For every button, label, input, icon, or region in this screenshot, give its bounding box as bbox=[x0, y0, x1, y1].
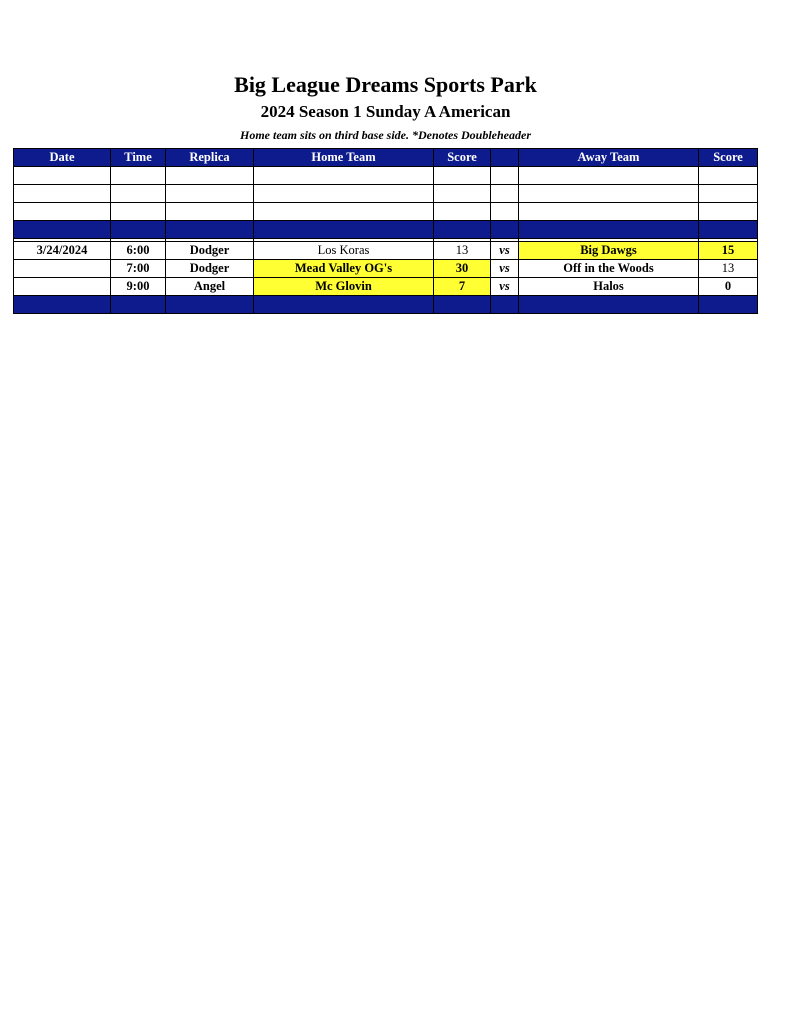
schedule-note: Home team sits on third base side. *Denotes Doubleheader bbox=[240, 128, 531, 142]
game-row bbox=[14, 260, 758, 278]
col-header-vs bbox=[491, 149, 519, 167]
empty-row bbox=[14, 203, 758, 221]
header-row bbox=[14, 149, 758, 167]
col-header-date: Date bbox=[14, 149, 111, 167]
col-header-home-team: Home Team bbox=[254, 149, 434, 167]
home-score: 13 bbox=[434, 242, 491, 260]
empty-cell bbox=[699, 167, 758, 185]
col-header-replica: Replica bbox=[166, 149, 254, 167]
empty-cell bbox=[519, 167, 699, 185]
game-time: 9:00 bbox=[111, 278, 166, 296]
game-replica: Dodger bbox=[166, 242, 254, 260]
band-cell bbox=[699, 221, 758, 239]
vs-label: vs bbox=[491, 278, 519, 296]
footer-band bbox=[14, 296, 758, 314]
empty-cell bbox=[491, 185, 519, 203]
empty-cell bbox=[434, 185, 491, 203]
home-team: Mc Glovin bbox=[254, 278, 434, 296]
band-cell bbox=[434, 221, 491, 239]
band-cell bbox=[254, 296, 434, 314]
away-score: 13 bbox=[699, 260, 758, 278]
divider-band bbox=[14, 221, 758, 239]
band-cell bbox=[166, 221, 254, 239]
col-header-away-team: Away Team bbox=[519, 149, 699, 167]
home-team: Los Koras bbox=[254, 242, 434, 260]
away-score: 15 bbox=[699, 242, 758, 260]
empty-cell bbox=[699, 185, 758, 203]
empty-cell bbox=[434, 203, 491, 221]
empty-row bbox=[14, 185, 758, 203]
game-row bbox=[14, 242, 758, 260]
away-team: Off in the Woods bbox=[519, 260, 699, 278]
vs-label: vs bbox=[491, 260, 519, 278]
col-header-home-score: Score bbox=[434, 149, 491, 167]
home-score: 30 bbox=[434, 260, 491, 278]
empty-cell bbox=[434, 167, 491, 185]
game-date: 3/24/2024 bbox=[14, 242, 111, 260]
empty-cell bbox=[14, 185, 111, 203]
empty-cell bbox=[166, 167, 254, 185]
empty-cell bbox=[111, 203, 166, 221]
empty-cell bbox=[491, 203, 519, 221]
band-cell bbox=[111, 296, 166, 314]
col-header-away-score: Score bbox=[699, 149, 758, 167]
band-cell bbox=[491, 221, 519, 239]
game-row bbox=[14, 278, 758, 296]
col-header-time: Time bbox=[111, 149, 166, 167]
band-cell bbox=[491, 296, 519, 314]
empty-cell bbox=[14, 203, 111, 221]
vs-label: vs bbox=[491, 242, 519, 260]
band-cell bbox=[434, 296, 491, 314]
game-time: 6:00 bbox=[111, 242, 166, 260]
empty-cell bbox=[254, 167, 434, 185]
away-team: Big Dawgs bbox=[519, 242, 699, 260]
band-cell bbox=[111, 221, 166, 239]
home-team: Mead Valley OG's bbox=[254, 260, 434, 278]
band-cell bbox=[166, 296, 254, 314]
empty-cell bbox=[111, 167, 166, 185]
empty-cell bbox=[254, 185, 434, 203]
empty-cell bbox=[519, 203, 699, 221]
game-date bbox=[14, 278, 111, 296]
band-cell bbox=[14, 221, 111, 239]
band-cell bbox=[519, 221, 699, 239]
empty-cell bbox=[111, 185, 166, 203]
empty-row bbox=[14, 167, 758, 185]
away-team: Halos bbox=[519, 278, 699, 296]
band-cell bbox=[699, 296, 758, 314]
away-score: 0 bbox=[699, 278, 758, 296]
empty-cell bbox=[166, 185, 254, 203]
empty-cell bbox=[491, 167, 519, 185]
game-replica: Angel bbox=[166, 278, 254, 296]
page-title: Big League Dreams Sports Park bbox=[234, 72, 537, 97]
empty-cell bbox=[14, 167, 111, 185]
band-cell bbox=[254, 221, 434, 239]
empty-cell bbox=[166, 203, 254, 221]
empty-cell bbox=[519, 185, 699, 203]
game-time: 7:00 bbox=[111, 260, 166, 278]
band-cell bbox=[14, 296, 111, 314]
schedule-table bbox=[13, 148, 758, 314]
band-cell bbox=[519, 296, 699, 314]
page-subtitle: 2024 Season 1 Sunday A American bbox=[260, 102, 511, 121]
home-score: 7 bbox=[434, 278, 491, 296]
empty-cell bbox=[699, 203, 758, 221]
game-date bbox=[14, 260, 111, 278]
empty-cell bbox=[254, 203, 434, 221]
game-replica: Dodger bbox=[166, 260, 254, 278]
